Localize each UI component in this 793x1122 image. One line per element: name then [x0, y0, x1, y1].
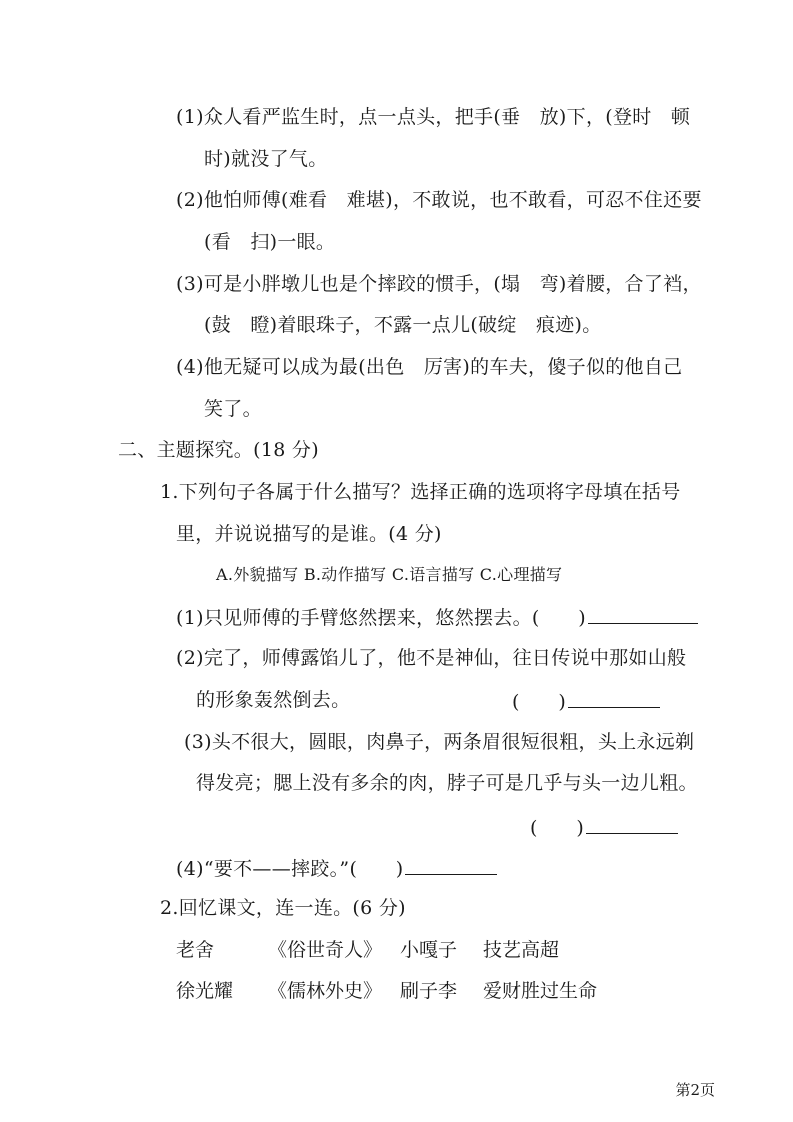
item-4-line-1: (4)他无疑可以成为最(出色 厉害)的车夫，傻子似的他自己 — [176, 356, 683, 378]
q1-item-2-answer — [512, 687, 660, 715]
q1-item-4-text: (4)“要不——摔跤。”( ) — [176, 858, 404, 880]
author-xuguangyao[interactable]: 徐光耀 — [176, 980, 234, 1002]
q1-item-3-answer — [530, 813, 678, 841]
q1-item-3-line-2: 得发亮；腮上没有多余的肉，脖子可是几乎与头一边儿粗。 — [196, 772, 698, 794]
q1-line-1: 1.下列句子各属于什么描写？选择正确的选项将字母填在括号 — [160, 481, 681, 503]
trait-jiyigaochao[interactable]: 技艺高超 — [483, 939, 560, 961]
q1-options: A.外貌描写 B.动作描写 C.语言描写 C.心理描写 — [216, 565, 563, 584]
q1-item-4 — [176, 854, 497, 882]
item-1-line-2: 时)就没了气。 — [204, 148, 328, 170]
answer-paren[interactable]: ( ) — [530, 817, 585, 839]
character-xiaogazi[interactable]: 小嘎子 — [400, 939, 458, 961]
author-laoshe[interactable]: 老舍 — [176, 939, 215, 961]
section-2-heading: 二、主题探究。(18 分) — [118, 439, 319, 461]
answer-blank[interactable] — [568, 687, 660, 708]
q1-item-2-line-1: (2)完了，师傅露馅儿了，他不是神仙，往日传说中那如山般 — [176, 647, 687, 669]
character-shuazili[interactable]: 刷子李 — [400, 980, 458, 1002]
trait-aicaishengguo[interactable]: 爱财胜过生命 — [483, 980, 598, 1002]
page-number: 第2页 — [675, 1081, 715, 1099]
answer-blank[interactable] — [588, 603, 698, 624]
answer-paren[interactable]: ( ) — [512, 691, 567, 713]
item-3-line-1: (3)可是小胖墩儿也是个摔跤的惯手，(塌 弯)着腰，合了裆， — [176, 273, 702, 295]
answer-blank[interactable] — [586, 813, 678, 834]
q1-item-1-text: (1)只见师傅的手臂悠然摆来，悠然摆去。( ) — [176, 607, 586, 629]
item-2-line-2: (看 扫)一眼。 — [204, 231, 336, 253]
answer-blank[interactable] — [405, 854, 497, 875]
item-4-line-2: 笑了。 — [204, 398, 262, 420]
item-1-line-1: (1)众人看严监生时，点一点头，把手(垂 放)下，(登时 顿 — [176, 106, 691, 128]
q1-item-3-line-1: (3)头不很大，圆眼，肉鼻子，两条眉很短很粗，头上永远剃 — [184, 731, 695, 753]
q1-line-2: 里，并说说描写的是谁。(4 分) — [176, 523, 442, 545]
book-rulinwaishi[interactable]: 《儒林外史》 — [268, 980, 383, 1002]
q1-item-2-line-2: 的形象轰然倒去。 — [196, 689, 351, 711]
item-3-line-2: (鼓 瞪)着眼珠子，不露一点儿(破绽 痕迹)。 — [204, 314, 602, 336]
q2-heading: 2.回忆课文，连一连。(6 分) — [160, 897, 406, 919]
book-sushiqiren[interactable]: 《俗世奇人》 — [268, 939, 383, 961]
q1-item-1 — [176, 603, 698, 631]
item-2-line-1: (2)他怕师傅(难看 难堪)，不敢说，也不敢看，可忍不住还要 — [176, 189, 702, 211]
